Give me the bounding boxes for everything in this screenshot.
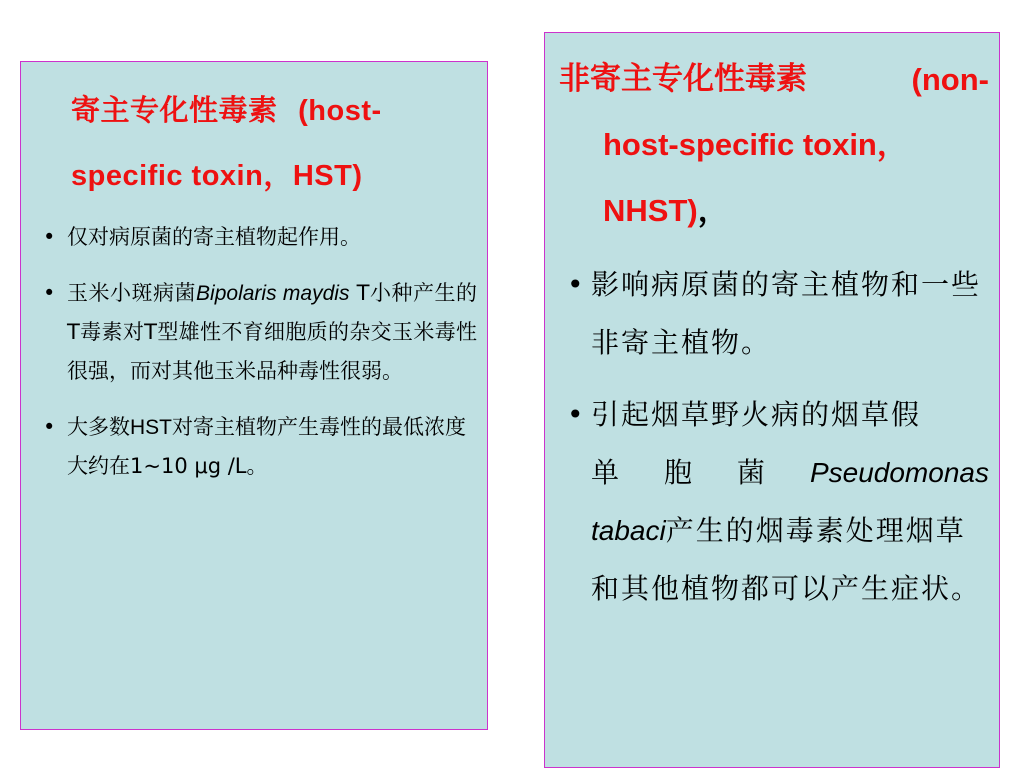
hst-bullet-3-post: 对寄主植物产生毒性的最低浓度大约在1~10 μg /L。 xyxy=(67,415,466,478)
hst-text-box xyxy=(20,61,488,730)
hst-bullet-3-pre: 大多数 xyxy=(67,415,130,439)
bullet-icon: • xyxy=(43,281,56,305)
hst-bullet-2-post: T小种产生的T毒素对T型雄性不育细胞质的杂交玉米毒性很强，而对其他玉米品种毒性很弱。 xyxy=(67,281,477,383)
nhst-heading-trailing: ， xyxy=(697,193,729,229)
hst-bullet-2-pre: 玉米小斑病菌 xyxy=(67,281,197,305)
hst-bullet-3-abbr: HST xyxy=(130,416,172,439)
nhst-bullet-2-genus: Pseudomonas xyxy=(809,457,989,488)
bullet-icon: • xyxy=(567,268,586,301)
nhst-bullet-2-pre: 引起烟草野火病的烟草假 xyxy=(591,398,922,431)
nhst-heading xyxy=(555,47,989,244)
nhst-bullet-2-species: tabaci xyxy=(591,515,666,546)
nhst-bullet-2-line xyxy=(591,444,989,502)
hst-bullet-2-species: Bipolaris maydis xyxy=(196,282,350,305)
hst-heading-cn: 寄主专化性毒素 xyxy=(71,93,278,127)
nhst-bullet-list xyxy=(555,256,989,618)
nhst-bullet-2-word-1: 单 xyxy=(591,456,620,489)
nhst-text-box xyxy=(544,32,1000,768)
nhst-bullet-2-word-2: 胞 xyxy=(663,456,692,489)
nhst-bullet-1-text: 影响病原菌的寄主植物和一些非寄主植物。 xyxy=(591,268,982,359)
hst-bullet-list xyxy=(31,218,477,486)
hst-bullet-1-text: 仅对病原菌的寄主植物起作用。 xyxy=(67,225,361,249)
list-item xyxy=(31,218,477,257)
nhst-heading-cn: 非寄主专化性毒素 xyxy=(559,61,807,97)
nhst-bullet-2-post: 产生的烟毒素处理烟草和其他植物都可以产生症状。 xyxy=(591,514,982,605)
nhst-bullet-2-word-3: 菌 xyxy=(736,456,765,489)
list-item xyxy=(555,386,989,618)
list-item xyxy=(31,408,477,486)
list-item xyxy=(31,274,477,391)
bullet-icon: • xyxy=(43,225,56,249)
nhst-heading-en-2: host-specific toxin， xyxy=(603,127,908,162)
bullet-icon: • xyxy=(43,415,56,439)
bullet-icon: • xyxy=(567,398,586,431)
list-item xyxy=(555,256,989,372)
hst-heading xyxy=(31,78,477,208)
nhst-heading-en-3: NHST) xyxy=(603,193,698,228)
nhst-heading-en-1: (non- xyxy=(911,62,989,97)
hst-heading-en: (host-specific toxin，HST) xyxy=(71,95,382,192)
